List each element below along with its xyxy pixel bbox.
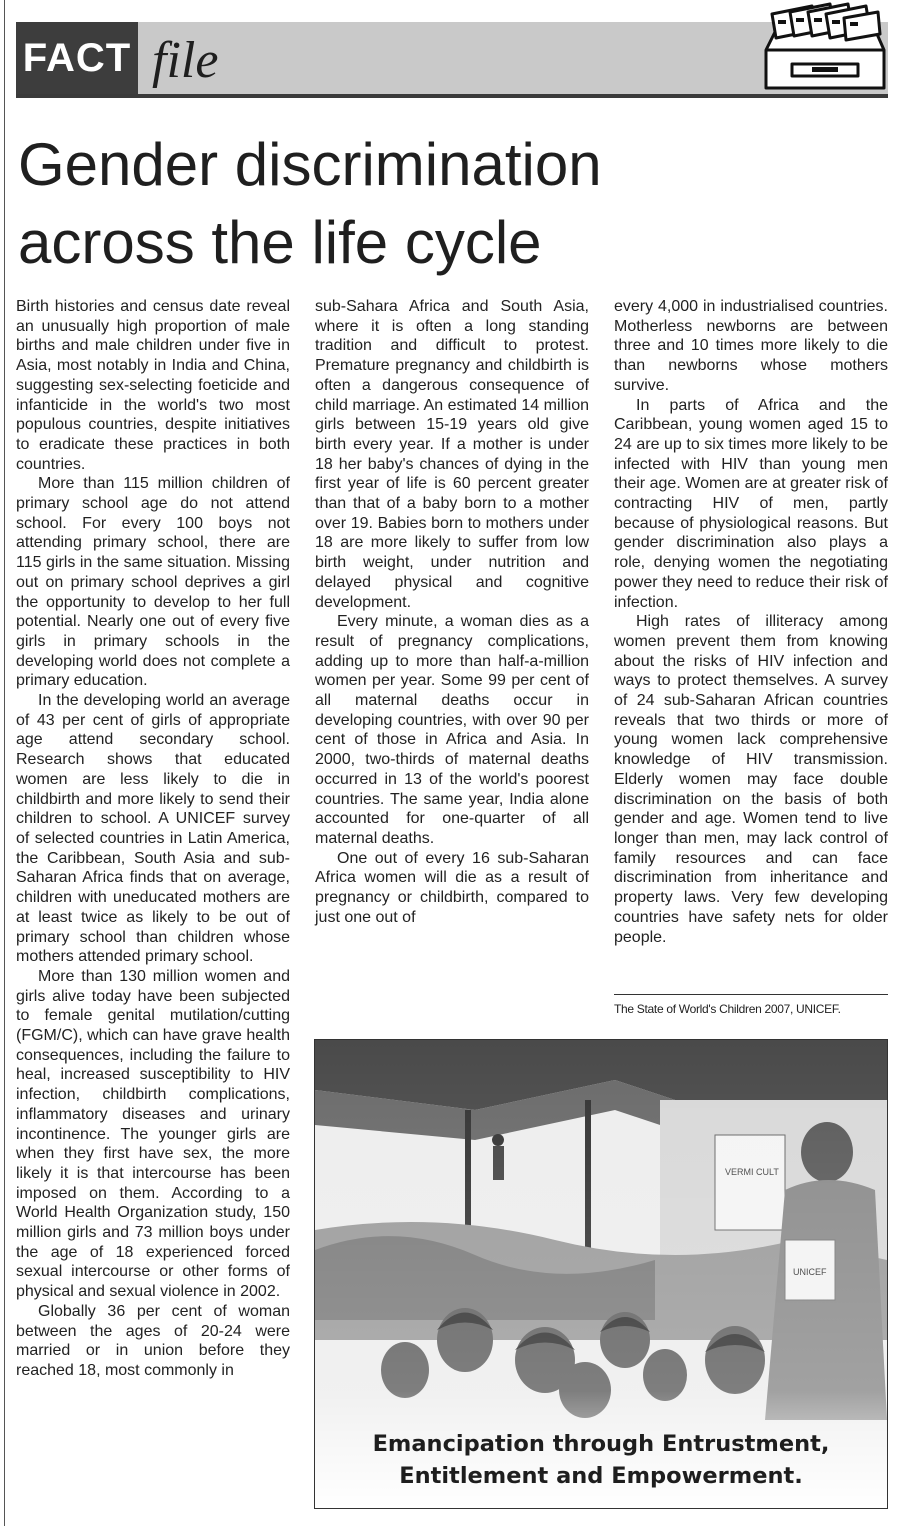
paragraph: In parts of Africa and the Caribbean, young women aged 15 to 24 are up to six times more likely to be infected with HIV than young men their age. Women are at greater risk of contracting HIV of men, partly because of physiological reasons. But gender discrimination also plays a role, denying women the negotiating power they need to reduce their risk of infection. xyxy=(614,396,888,611)
source-credit: The State of World's Children 2007, UNICEF. xyxy=(614,1002,841,1016)
card-file-cabinet-icon xyxy=(752,0,888,96)
text-column-1 xyxy=(16,297,290,1381)
fact-label: FACT xyxy=(16,22,138,94)
title-line-2: across the life cycle xyxy=(18,209,542,276)
paragraph: Globally 36 per cent of woman between the ages of 20-24 were married or in union before they reached 18, most commonly in xyxy=(16,1302,290,1379)
source-divider xyxy=(614,994,888,995)
file-label: file xyxy=(152,32,219,89)
text-column-3 xyxy=(614,297,888,947)
caption-line-2: Entitlement and Empowerment. xyxy=(399,1463,803,1489)
paragraph: In the developing world an average of 43 per cent of girls of appropriate age attend secondary school. Research shows that educated women are less likely to die in childbirth and more likely to send their children to school. A UNICEF survey of selected countries in Latin America, the Caribbean, South Asia and sub-Saharan Africa finds that on average, children with uneducated mothers are at least twice as likely to be out of primary school than children whose mothers attended primary school. xyxy=(16,692,290,966)
photo-caption xyxy=(315,1428,887,1492)
paragraph: Birth histories and census date reveal an unusually high proportion of male births and male children under five in Asia, most notably in India and China, suggesting sex-selecting foeticide and infanticide in the world's two most populous countries, despite initiatives to eradicate these practices in both countries. xyxy=(16,298,290,473)
paragraph: Every minute, a woman dies as a result of pregnancy complications, adding up to more than half-a-million women per year. Some 99 per cent of all maternal deaths occur in developing countries, with over 90 per cent of those in Africa and Asia. In 2000, two-thirds of maternal deaths occurred in 13 of the world's poorest countries. The same year, India alone accounted for one-quarter of all maternal deaths. xyxy=(315,613,589,847)
paragraph: every 4,000 in industrialised countries. Motherless newborns are between three and 10 times more likely to die than newborns whose mothers survive. xyxy=(614,298,888,394)
title-line-1: Gender discrimination xyxy=(18,131,602,198)
paragraph: More than 130 million women and girls alive today have been subjected to female genital mutilation/cutting (FGM/C), which can have grave health consequences, including the failure to heal, increased susceptibility to HIV infection, childbirth complications, inflammatory diseases and urinary incontinence. The younger girls are when they first have sex, the more likely it is that intercourse has been imposed on them. According to a World Health Organization study, 150 million girls and 73 million boys under the age of 18 experienced forced sexual intercourse or other forms of physical and sexual violence in 2002. xyxy=(16,967,290,1301)
caption-line-1: Emancipation through Entrustment, xyxy=(372,1431,830,1457)
paragraph: More than 115 million children of primary school age do not attend school. For every 100 boys not attending primary school, there are 115 girls in the same situation. Missing out on primary school deprives a girl the opportunity to develop to her full potential. Nearly one out of every five girls in primary schools in the developing world does not complete a primary education. xyxy=(16,475,290,690)
photo-panel xyxy=(314,1039,888,1509)
article-title xyxy=(18,126,878,282)
page-left-border xyxy=(4,0,5,1526)
paragraph: High rates of illiteracy among women prevent them from knowing about the risks of HIV infection and ways to protect themselves. A survey of 24 sub-Saharan African countries reveals that two thirds or more of young women lack comprehensive knowledge of HIV transmission. Elderly women may face double discrimination on the basis of both gender and age. Women tend to live longer than men, may lack control of family resources and can face discrimination from inheritance and property laws. Very few developing countries have safety nets for older people. xyxy=(614,613,888,946)
paragraph: One out of every 16 sub-Saharan Africa women will die as a result of pregnancy or childbirth, compared to just one out of xyxy=(315,849,589,926)
paragraph: sub-Sahara Africa and South Asia, where it is often a long standing tradition and difficult to protest. Premature pregnancy and childbirth is often a dangerous consequence of child marriage. An estimated 14 million girls between 15-19 years old give birth every year. If a mother is under 18 her baby's chances of dying in the first year of life is 60 percent greater than that of a baby born to a mother over 19. Babies born to mothers under 18 are more likely to suffer from low birth weight, under nutrition and delayed physical and cognitive development. xyxy=(315,298,589,611)
text-column-2 xyxy=(315,297,589,928)
